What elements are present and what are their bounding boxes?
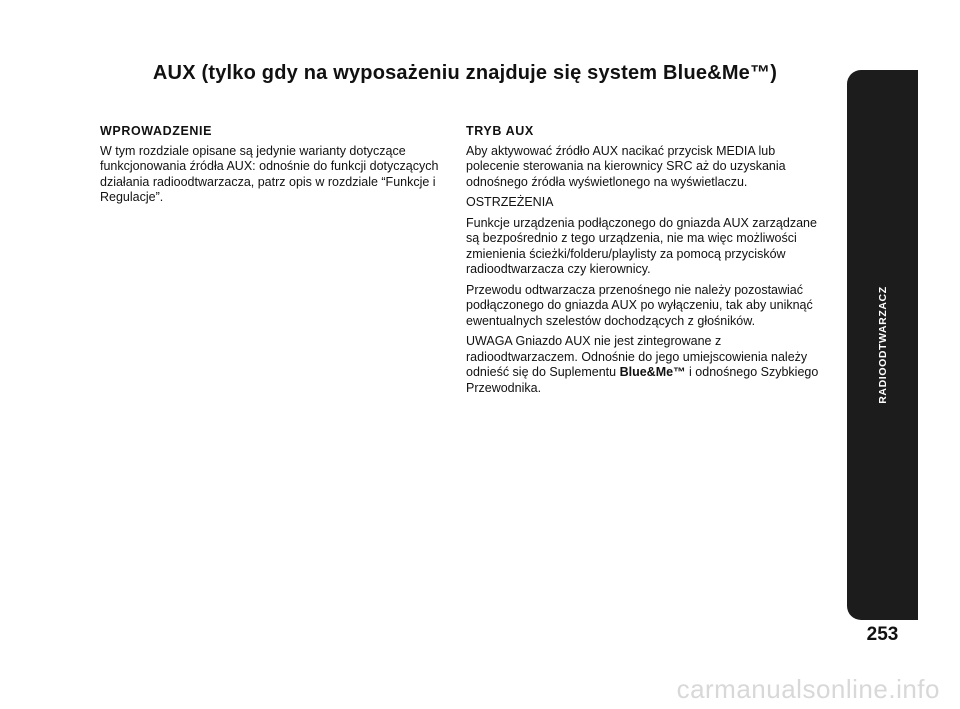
introduction-paragraph: W tym rozdziale opisane są jedynie warianty dotyczące funkcjonowania źródła AUX: odnośnie do funkcji dotyczących działania radioodtwarzacza, patrz opis w rozdziale “Funkcje i Regulacje”. [100,143,439,204]
section-heading-introduction: WPROWADZENIE [100,124,213,138]
left-column [100,124,452,211]
note-paragraph [466,334,826,396]
warning-paragraph-cable: Przewodu odtwarzacza przenośnego nie należy pozostawiać podłączonego do gniazda AUX po wyłączeniu, tak aby uniknąć ewentualnych szelestów dochodzących z głośników. [466,282,813,328]
right-column [466,124,826,401]
page-number: 253 [866,624,899,645]
chapter-side-tab-label: RADIOODTWARZACZ [876,286,889,404]
page-title: AUX (tylko gdy na wyposażeniu znajduje się system Blue&Me™) [152,62,778,84]
warnings-label: OSTRZEŻENIA [466,195,554,209]
watermark: carmanualsonline.info [676,674,940,704]
chapter-side-tab [847,70,918,620]
section-heading-aux-mode: TRYB AUX [466,124,534,138]
aux-activation-paragraph: Aby aktywować źródło AUX nacikać przycisk MEDIA lub polecenie sterowania na kierownicy SRC aż do uzyskania odnośnego źródła wyświetlonego na wyświetlaczu. [466,143,786,189]
warning-paragraph-controls: Funkcje urządzenia podłączonego do gniazda AUX zarządzane są bezpośrednio z tego urządzenia, nie ma więc możliwości zmienienia ścieżki/folderu/playlisty za pomocą przycisków radioodtwarzacza czy kierownicy. [466,215,817,276]
note-text-start: UWAGA Gniazdo AUX nie jest zintegrowane z radioodtwarzaczem. Odnośnie do jego umiejscowienia należy odnieść się do Suplementu [466,334,808,379]
note-text-bold: Blue&Me™ [619,365,686,379]
note-text-end: i odnośnego Szybkiego Przewodnika. [466,365,819,395]
